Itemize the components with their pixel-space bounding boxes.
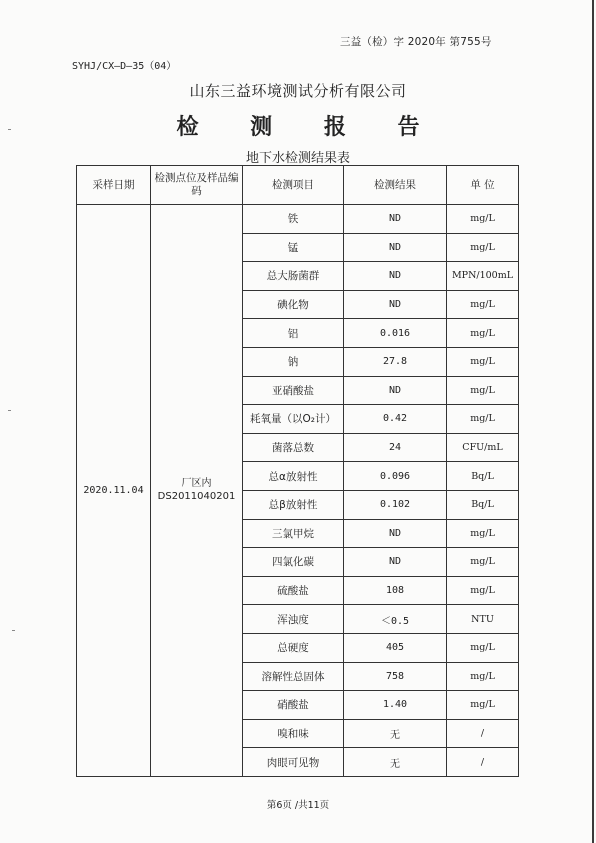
test-result-cell: 108 (344, 576, 447, 605)
unit-cell: mg/L (447, 405, 519, 434)
test-item-cell: 嗅和味 (243, 719, 344, 748)
unit-cell: mg/L (447, 319, 519, 348)
unit-cell: mg/L (447, 548, 519, 577)
test-result-cell: 758 (344, 662, 447, 691)
test-item-cell: 菌落总数 (243, 433, 344, 462)
unit-cell: Bq/L (447, 490, 519, 519)
scan-mark (8, 410, 11, 411)
header-sampling-date: 采样日期 (77, 166, 151, 205)
sampling-date-cell: 2020.11.04 (77, 205, 151, 777)
table-title: 地下水检测结果表 (245, 151, 350, 166)
test-result-cell: ND (344, 262, 447, 291)
test-item-cell: 耗氧量（以O₂计） (243, 405, 344, 434)
report-number: 三益（检）字 2020年 第755号 (340, 36, 492, 48)
test-item-cell: 硫酸盐 (243, 576, 344, 605)
document-title: 检 测 报 告 (176, 115, 442, 140)
unit-cell: mg/L (447, 347, 519, 376)
sample-code: DS2011040201 (157, 491, 236, 503)
test-result-cell: 24 (344, 433, 447, 462)
header-site-and-code: 检测点位及样品编码 (151, 166, 243, 205)
test-item-cell: 总大肠菌群 (243, 262, 344, 291)
unit-cell: Bq/L (447, 462, 519, 491)
test-item-cell: 浑浊度 (243, 605, 344, 634)
table-row (77, 205, 519, 234)
unit-cell: / (447, 719, 519, 748)
test-result-cell: 0.42 (344, 405, 447, 434)
site-name: 厂区内 (181, 478, 212, 490)
test-item-cell: 总α放射性 (243, 462, 344, 491)
page-number: 第6页 /共11页 (266, 800, 330, 811)
unit-cell: MPN/100mL (447, 262, 519, 291)
unit-cell: mg/L (447, 376, 519, 405)
test-item-cell: 铝 (243, 319, 344, 348)
test-item-cell: 锰 (243, 233, 344, 262)
test-result-cell: 无 (344, 748, 447, 777)
unit-cell: NTU (447, 605, 519, 634)
test-result-cell: 0.102 (344, 490, 447, 519)
test-item-cell: 三氯甲烷 (243, 519, 344, 548)
test-result-cell: 无 (344, 719, 447, 748)
test-item-cell: 总β放射性 (243, 490, 344, 519)
unit-cell: mg/L (447, 233, 519, 262)
test-item-cell: 肉眼可见物 (243, 748, 344, 777)
site-cell (151, 205, 243, 777)
unit-cell: mg/L (447, 519, 519, 548)
unit-cell: / (447, 748, 519, 777)
test-result-cell: ND (344, 205, 447, 234)
results-table (76, 165, 519, 777)
scan-mark (12, 630, 15, 631)
test-item-cell: 碘化物 (243, 290, 344, 319)
test-result-cell: ND (344, 548, 447, 577)
header-test-item: 检测项目 (243, 166, 344, 205)
test-result-cell: ND (344, 233, 447, 262)
unit-cell: mg/L (447, 205, 519, 234)
test-result-cell: 27.8 (344, 347, 447, 376)
unit-cell: mg/L (447, 576, 519, 605)
test-item-cell: 亚硝酸盐 (243, 376, 344, 405)
test-result-cell: ND (344, 519, 447, 548)
document-code: SYHJ/CX—D—35（04） (72, 61, 177, 72)
test-result-cell: 1.40 (344, 691, 447, 720)
test-item-cell: 总硬度 (243, 633, 344, 662)
test-result-cell: ND (344, 376, 447, 405)
unit-cell: CFU/mL (447, 433, 519, 462)
unit-cell: mg/L (447, 290, 519, 319)
test-item-cell: 硝酸盐 (243, 691, 344, 720)
header-unit: 单 位 (447, 166, 519, 205)
company-name: 山东三益环境测试分析有限公司 (189, 82, 407, 100)
unit-cell: mg/L (447, 662, 519, 691)
test-item-cell: 溶解性总固体 (243, 662, 344, 691)
test-result-cell: 0.096 (344, 462, 447, 491)
test-item-cell: 铁 (243, 205, 344, 234)
table-header-row (77, 166, 519, 205)
unit-cell: mg/L (447, 691, 519, 720)
test-item-cell: 钠 (243, 347, 344, 376)
test-result-cell: ND (344, 290, 447, 319)
test-result-cell: ＜0.5 (344, 605, 447, 634)
test-result-cell: 405 (344, 633, 447, 662)
test-item-cell: 四氯化碳 (243, 548, 344, 577)
unit-cell: mg/L (447, 633, 519, 662)
test-result-cell: 0.016 (344, 319, 447, 348)
header-test-result: 检测结果 (344, 166, 447, 205)
